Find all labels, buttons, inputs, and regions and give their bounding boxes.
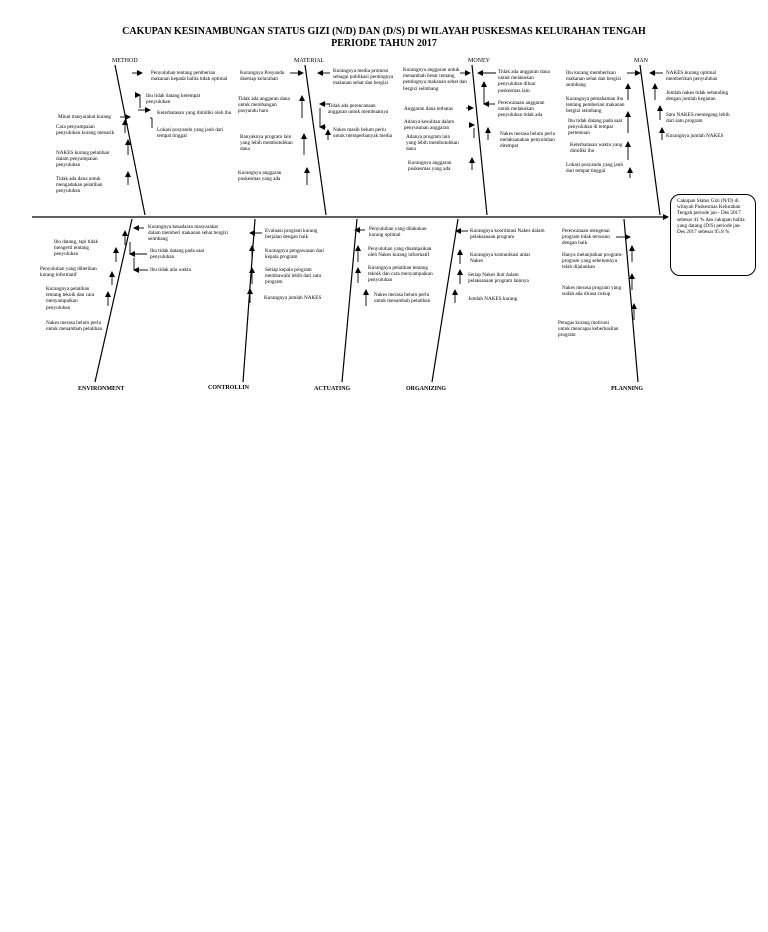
cause-environment-3: Ibu tidak ada waktu [150, 267, 192, 273]
cause-man-2: Kurangnya pemahaman ibu tentang pemberian makanan bergizi seimbang [566, 96, 625, 115]
cause-method-8: Tidak ada dana untuk mengadakan pelatihan penyuluhan [56, 176, 103, 195]
cause-money-4: Adanya program lain yang lebih membutuhkan dana [406, 134, 459, 153]
cause-material-5: Kurangnya media promosi sebagai publikasi pentingnya makanan sehat dan bergizi [333, 68, 394, 87]
category-money: MONEY [468, 58, 490, 64]
cause-money-6: Tidak ada anggaran dana untuk melakukan penyuluhan diluar puskesmas lain. [498, 69, 550, 94]
effect-box: Cakupan Status Gizi (N/D) di wilayah Puskesmas Kelurahan Tengah periode jan - Des 2017 sebesar 41 % dan cakupan balita yang datang (D/S) periode jan-Des 2017 sebesar 95.8 % [670, 194, 756, 276]
cause-planning-3: Nakes merasa program yang sudah ada dirasa cukup [562, 285, 622, 298]
cause-environment-7: Nakes merasa belum perlu untuk menambah pelatihan [46, 320, 103, 333]
cause-actuating-2: Penyuluhan yang disampaikan oleh Nakes kurang informatif [368, 246, 432, 259]
category-method: METHOD [112, 58, 138, 64]
category-man: MAN [634, 58, 649, 64]
cause-money-2: Anggaran dana terbatas [404, 106, 453, 112]
cause-planning-2: Hanya melanjutkan program-program yang sebelumnya telah dijalankan [562, 252, 624, 271]
cause-method-3: Keterbatasan yang dimiliki oleh ibu [157, 110, 232, 116]
cause-actuating-1: Penyuluhan yang dilakukan kurang optimal [369, 226, 427, 239]
cause-method-1: Penyuluhan tentang pemberian makanan kepada balita tidak optimal [151, 70, 228, 83]
cause-organizing-1: Kurangnya koordinasi Nakes dalam pelaksanaan program [470, 228, 545, 241]
cause-environment-4: Ibu datang, tapi tidak mengerti tentang penyuluhan [54, 239, 99, 258]
category-organizing: ORGANIZING [406, 386, 447, 392]
cause-method-5: Minat masyarakat kurang [58, 114, 112, 120]
category-environment: ENVIRONMENT [78, 386, 125, 392]
cause-controlling-2: Kurangnya pengawasan dari kepala program [265, 248, 325, 261]
cause-method-6: Cara penyampaian penyuluhan kurang menarik [56, 124, 115, 137]
cause-method-4: Lokasi posyandu yang jauh dari tempat tinggal [157, 127, 224, 140]
cause-man-4: Keterbatasan waktu yang dimiliki ibu [570, 142, 623, 155]
cause-organizing-4: Jumlah NAKES kurang [468, 296, 518, 302]
cause-environment-1: Kurangnya kesadaran masyarakat dalam memberi makanan sehat bergizi seimbang [148, 224, 228, 243]
cause-material-6: Tidak ada perencanaan anggaran untuk membuatnya [328, 103, 389, 116]
cause-money-3: Adanya kesulitan dalam penyusunan anggaran [404, 119, 455, 132]
cause-material-4: Kurangnya anggaran puskesmas yang ada [238, 170, 282, 183]
bone-money [472, 65, 487, 215]
cause-material-2: Tidak ada anggaran dana untuk membangun posyandu baru [238, 96, 290, 115]
cause-man-1: Ibu kurang memberikan makanan sehat dan bergizi seimbang [566, 70, 622, 89]
category-material: MATERIAL [294, 58, 325, 64]
cause-money-7: Perencanaan anggaran untuk melakukan penyuluhan tidak ada [498, 100, 545, 119]
bone-man [640, 65, 660, 215]
cause-money-8: Nakes merasa belum perlu melaksanakan penyuluhan ditempat [500, 131, 556, 150]
cause-money-1: Kurangnya anggaran untuk menambah besar tentang pentingnya makanan sehat dan bergizi seimbang [403, 67, 467, 92]
cause-controlling-4: Kurangnya jumlah NAKES [264, 295, 322, 301]
category-planning: PLANNING [611, 386, 644, 392]
cause-material-1: Kurangnya Posyandu disetiap kelurahan [240, 70, 285, 83]
cause-actuating-3: Kurangnya pelatihan tentang teknik dan cara menyampaikan penyuluhan [368, 265, 433, 284]
cause-actuating-4: Nakes merasa belum perlu untuk menambah pelatihan [374, 292, 431, 305]
cause-man-7: Jumlah nakes tidak sebanding dengan jumlah kegiatan [666, 90, 729, 103]
cause-man-5: Lokasi posyandu yang jauh dari tempat tinggal [566, 162, 623, 175]
cause-organizing-2: Kurangnya komunikasi antar Nakes [470, 252, 531, 265]
cause-method-2: Ibu tidak datang ketempat penyuluhan [146, 93, 201, 106]
cause-man-8: Satu NAKES memegang lebih dari satu program [666, 112, 730, 125]
bone-actuating [342, 219, 357, 382]
category-controlling: CONTROLLIN [208, 385, 250, 391]
title-line-2: PERIODE TAHUN 2017 [331, 38, 437, 49]
category-actuating: ACTUATING [314, 386, 351, 392]
cause-environment-5: Penyuluhan yang diberikan kurang informatif [40, 266, 97, 279]
cause-material-3: Banyaknya program lain yang lebih membutuhkan dana [240, 134, 293, 153]
cause-controlling-3: Setiap kepala program membawahi lebih dari satu program [265, 267, 322, 286]
bone-controlling [243, 219, 255, 382]
cause-planning-1: Perencanaan mengenai program tidak tersusun dengan baik [562, 228, 610, 247]
cause-material-7: Nakes masih belum perlu untuk memperbanyak media [333, 127, 393, 140]
cause-organizing-3: Setiap Nakes ikut dalam pelaksanaan program lainnya [468, 272, 529, 285]
cause-method-7: NAKES kurang pelatihan dalam penyampaian penyuluhan [56, 150, 110, 169]
title-line-1: CAKUPAN KESINAMBUNGAN STATUS GIZI (N/D) DAN (D/S) DI WILAYAH PUSKESMAS KELURAHAN TENGAH [122, 26, 646, 37]
cause-planning-4: Petugas kurang motivasi untuk mencapai keberhasilan program [558, 320, 619, 339]
cause-money-5: Kurangnya anggaran puskesmas yang ada [408, 160, 452, 173]
bone-material [305, 65, 326, 215]
cause-man-6: NAKES kurang optimal memberikan penyuluhan [666, 70, 718, 83]
bone-planning [624, 219, 638, 382]
cause-controlling-1: Evaluasi program kurang berjalan dengan baik [265, 228, 318, 241]
cause-environment-2: Ibu tidak datang pada saat penyuluhan [150, 248, 205, 261]
cause-man-3: Ibu tidak datang pada saat penyuluhan di tempat pertemuan [568, 118, 623, 137]
cause-man-9: Kurangnya jumlah NAKES [666, 133, 724, 139]
cause-environment-6: Kurangnya pelatihan tentang teknik dan cara menyampaikan penyuluhan [46, 286, 95, 311]
